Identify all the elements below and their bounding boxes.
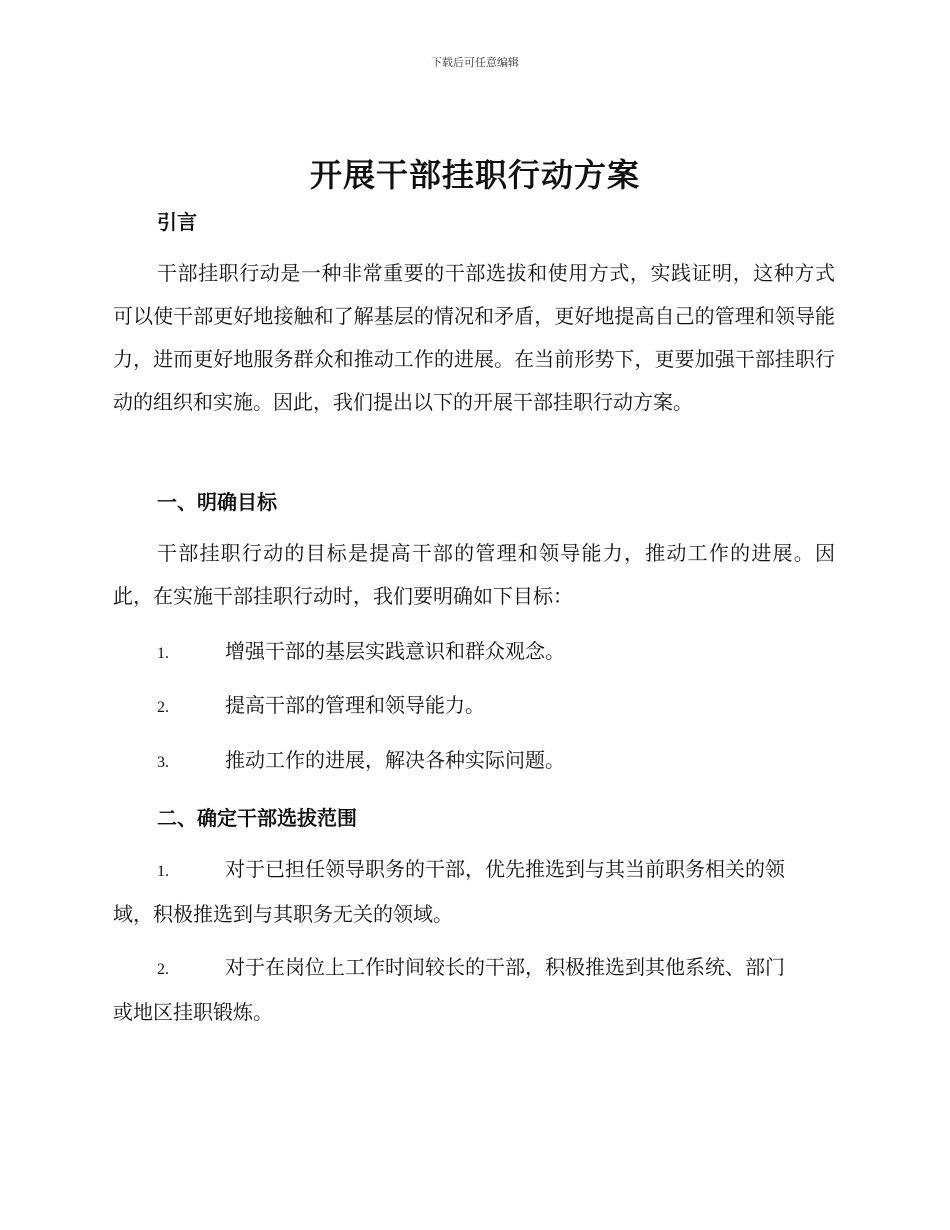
list-number: 1. — [157, 863, 169, 880]
header-note: 下载后可任意编辑 — [431, 56, 519, 69]
list-number: 2. — [157, 961, 169, 978]
list-item — [113, 848, 835, 936]
list-number: 2. — [157, 699, 169, 716]
list-text: 提高干部的管理和领导能力。 — [225, 693, 485, 717]
list-text: 对于在岗位上工作时间较长的干部，积极推选到其他系统、部门 — [225, 955, 785, 979]
list-text: 对于已担任领导职务的干部，优先推选到与其当前职务相关的领 — [225, 857, 785, 881]
list-text-continuation: 域，积极推选到与其职务无关的领域。 — [113, 902, 453, 926]
intro-paragraph: 干部挂职行动是一种非常重要的干部选拔和使用方式，实践证明，这种方式可以使干部更好地接触和了解基层的情况和矛盾，更好地提高自己的管理和领导能力，进而更好地服务群众和推动工作的进展。在当前形势下，更要加强干部挂职行动的组织和实施。因此，我们提出以下的开展干部挂职行动方案。 — [113, 261, 835, 414]
list-item — [113, 684, 835, 729]
list-item — [113, 946, 835, 1034]
list-text: 推动工作的进展，解决各种实际问题。 — [225, 748, 565, 772]
section-1-heading: 一、明确目标 — [157, 490, 277, 514]
list-item — [113, 630, 835, 675]
list-number: 3. — [157, 754, 169, 771]
list-number: 1. — [157, 645, 169, 662]
section-1-paragraph: 干部挂职行动的目标是提高干部的管理和领导能力，推动工作的进展。因此，在实施干部挂职行动时，我们要明确如下目标： — [113, 541, 835, 608]
section-2-heading: 二、确定干部选拔范围 — [157, 806, 357, 830]
list-text: 增强干部的基层实践意识和群众观念。 — [225, 639, 565, 663]
list-item — [113, 739, 835, 784]
intro-heading: 引言 — [157, 210, 197, 234]
page-title: 开展干部挂职行动方案 — [309, 156, 640, 194]
list-text-continuation: 或地区挂职锻炼。 — [113, 1000, 273, 1024]
